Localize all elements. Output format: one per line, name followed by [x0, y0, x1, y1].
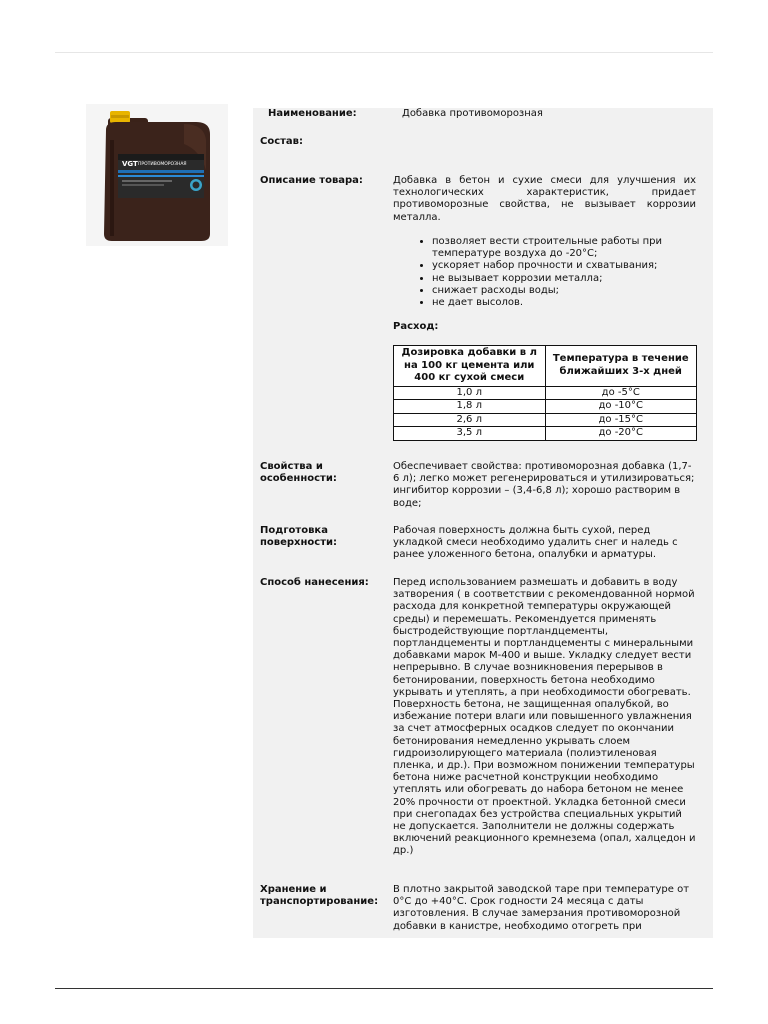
table-row	[394, 427, 697, 441]
table-cell: 3,5 л	[394, 427, 546, 441]
surface-label: Подготовка поверхности:	[260, 525, 338, 549]
table-header-row	[394, 346, 697, 387]
label-brand: VGT	[122, 160, 138, 168]
consumption-label: Расход:	[393, 321, 439, 332]
description-bullets	[393, 236, 696, 309]
storage-label: Хранение и транспортирование:	[260, 884, 379, 908]
bullet-item: • снижает расходы воды;	[432, 285, 696, 297]
table-row	[394, 386, 697, 400]
name-label: Наименование:	[268, 108, 357, 119]
bottom-divider	[55, 988, 713, 989]
canister-image	[100, 110, 214, 242]
table-cell: до -20°С	[545, 427, 697, 441]
description-label: Описание товара:	[260, 175, 363, 186]
dosage-table	[393, 345, 697, 441]
bullet-item: • не вызывает коррозии металла;	[432, 273, 696, 285]
table-cell: до -5°С	[545, 386, 697, 400]
bullet-item: • не дает высолов.	[432, 297, 696, 309]
table-header-temperature: Температура в течение ближайших 3-х дней	[545, 346, 697, 387]
composition-label: Состав:	[260, 136, 304, 147]
table-cell: 2,6 л	[394, 413, 546, 427]
properties-label: Свойства и особенности:	[260, 461, 337, 485]
bullet-item: • позволяет вести строительные работы при температуре воздуха до -20°С;	[432, 236, 696, 260]
storage-value: В плотно закрытой заводской таре при температуре от 0°С до +40°С. Срок годности 24 месяца с даты изготовления. В случае замерзания противоморозной добавки в канистре, необходимо отогреть при	[393, 884, 690, 932]
bullet-item: • ускоряет набор прочности и схватывания;	[432, 260, 696, 272]
name-value: Добавка противоморозная	[402, 108, 543, 119]
table-row	[394, 413, 697, 427]
properties-value: Обеспечивает свойства: противоморозная добавка (1,7-6 л); легко может регенерироваться и утилизироваться; ингибитор коррозии – (3,4-6,8 л); хорошо растворим в воде;	[393, 461, 695, 509]
top-divider	[55, 52, 713, 53]
application-value: Перед использованием размешать и добавить в воду затворения ( в соответствии с рекомендованной нормой расхода для конкретной температуры окружающей среды) и перемешать. Рекомендуется применять быстродействующие портландцементы, портландцементы и портландцементы с минеральными добавками марок М-400 и выше. Укладку следует вести непрерывно. В случае возникновения перерывов в бетонировании, поверхность бетона необходимо укрывать и утеплять, а при необходимости обогревать. Поверхность бетона, не защищенная опалубкой, во избежание потери влаги или повышенного увлажнения за счет атмосферных осадков следует по окончании бетонирования немедленно укрывать слоем гидроизолирующего материала (полиэтиленовая пленка, и др.). При возможном понижении температуры бетона ниже расчетной конструкции необходимо утеплять или обогревать до набора бетоном не менее 20% прочности от проектной. Укладка бетонной смеси при снегопадах без устройства специальных укрытий не допускается. Заполнители не должны содержать включений реакционного кремнезема (опал, халцедон и др.)	[393, 577, 696, 857]
table-cell: 1,8 л	[394, 400, 546, 414]
table-header-dosage: Дозировка добавки в л на 100 кг цемента или 400 кг сухой смеси	[394, 346, 546, 387]
label-name: ПРОТИВОМОРОЗНАЯ	[138, 162, 187, 167]
table-cell: до -10°С	[545, 400, 697, 414]
table-cell: 1,0 л	[394, 386, 546, 400]
surface-value: Рабочая поверхность должна быть сухой, перед укладкой смеси необходимо удалить снег и наледь с ранее уложенного бетона, опалубки и арматуры.	[393, 525, 678, 561]
table-cell: до -15°С	[545, 413, 697, 427]
application-label: Способ нанесения:	[260, 577, 369, 588]
table-row	[394, 400, 697, 414]
description-text: Добавка в бетон и сухие смеси для улучшения их технологических характеристик, придает противоморозные свойства, не вызывает коррозии металла.	[393, 175, 696, 223]
